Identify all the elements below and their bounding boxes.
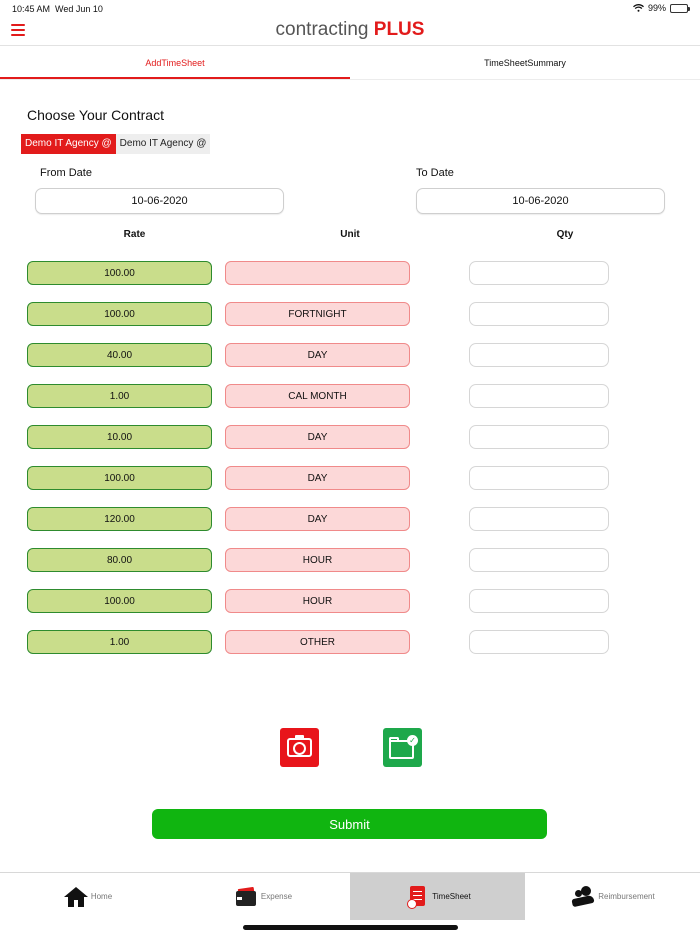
tab-bar	[0, 47, 700, 80]
rate-field: 100.00	[27, 261, 212, 285]
qty-input[interactable]	[469, 507, 609, 531]
table-row	[0, 548, 700, 572]
unit-field: FORTNIGHT	[225, 302, 410, 326]
timesheet-icon	[404, 884, 430, 910]
wallet-icon	[233, 884, 259, 910]
unit-field: HOUR	[225, 589, 410, 613]
table-row	[0, 466, 700, 490]
battery-icon	[670, 4, 688, 13]
rate-field: 1.00	[27, 630, 212, 654]
table-row	[0, 630, 700, 654]
table-row	[0, 343, 700, 367]
wifi-icon	[633, 4, 644, 12]
bottom-nav	[0, 872, 700, 920]
status-date: Wed Jun 10	[55, 4, 103, 14]
unit-field: DAY	[225, 343, 410, 367]
contract-selector	[21, 134, 210, 154]
unit-field	[225, 261, 410, 285]
qty-input[interactable]	[469, 466, 609, 490]
submit-button[interactable]: Submit	[152, 809, 547, 839]
tab-add-timesheet[interactable]: AddTimeSheet	[0, 47, 350, 79]
table-row	[0, 384, 700, 408]
qty-input[interactable]	[469, 384, 609, 408]
unit-column-header: Unit	[340, 229, 360, 240]
rate-column-header: Rate	[123, 229, 146, 240]
brand-accent-text: PLUS	[373, 19, 425, 40]
status-bar	[0, 0, 700, 18]
unit-field: DAY	[225, 466, 410, 490]
qty-column-header: Qty	[556, 229, 574, 240]
nav-label-home: Home	[90, 892, 113, 901]
status-time	[12, 4, 103, 14]
app-header	[0, 18, 700, 46]
rate-field: 100.00	[27, 589, 212, 613]
unit-field: DAY	[225, 507, 410, 531]
table-row	[0, 261, 700, 285]
tab-timesheet-summary[interactable]: TimeSheetSummary	[484, 58, 566, 68]
table-row	[0, 302, 700, 326]
folder-check-icon[interactable]: ✓	[383, 728, 422, 767]
choose-contract-title: Choose Your Contract	[27, 107, 164, 123]
rate-field: 100.00	[27, 302, 212, 326]
nav-label-timesheet: TimeSheet	[432, 892, 471, 901]
qty-input[interactable]	[469, 548, 609, 572]
reimbursement-icon	[570, 884, 596, 910]
unit-field: DAY	[225, 425, 410, 449]
table-row	[0, 507, 700, 531]
camera-icon[interactable]	[280, 728, 319, 767]
qty-input[interactable]	[469, 589, 609, 613]
contract-option[interactable]: Demo IT Agency @	[116, 134, 211, 154]
contract-option-selected[interactable]: Demo IT Agency @	[21, 134, 116, 154]
rate-field: 1.00	[27, 384, 212, 408]
from-date-field[interactable]: 10-06-2020	[35, 188, 284, 214]
rate-field: 100.00	[27, 466, 212, 490]
nav-item-home[interactable]	[0, 873, 175, 920]
nav-label-reimbursement: Reimbursement	[598, 892, 655, 901]
qty-input[interactable]	[469, 425, 609, 449]
unit-field: CAL MONTH	[225, 384, 410, 408]
unit-field: HOUR	[225, 548, 410, 572]
nav-item-timesheet[interactable]	[350, 873, 525, 920]
brand-logo	[0, 19, 700, 41]
qty-input[interactable]	[469, 343, 609, 367]
qty-input[interactable]	[469, 302, 609, 326]
qty-input[interactable]	[469, 261, 609, 285]
unit-field: OTHER	[225, 630, 410, 654]
brand-main-text: contracting	[275, 19, 369, 40]
nav-item-expense[interactable]	[175, 873, 350, 920]
nav-item-reimbursement[interactable]	[525, 873, 700, 920]
to-date-field[interactable]: 10-06-2020	[416, 188, 665, 214]
home-indicator	[243, 925, 458, 930]
table-row	[0, 589, 700, 613]
status-indicators	[633, 3, 688, 13]
rate-field: 10.00	[27, 425, 212, 449]
rate-field: 120.00	[27, 507, 212, 531]
battery-percent: 99%	[647, 3, 666, 13]
rate-field: 40.00	[27, 343, 212, 367]
nav-label-expense: Expense	[260, 892, 293, 901]
table-row	[0, 425, 700, 449]
home-icon	[63, 884, 89, 910]
status-clock: 10:45 AM	[12, 4, 51, 14]
from-date-label: From Date	[40, 167, 92, 179]
qty-input[interactable]	[469, 630, 609, 654]
to-date-label: To Date	[416, 167, 454, 179]
rate-field: 80.00	[27, 548, 212, 572]
